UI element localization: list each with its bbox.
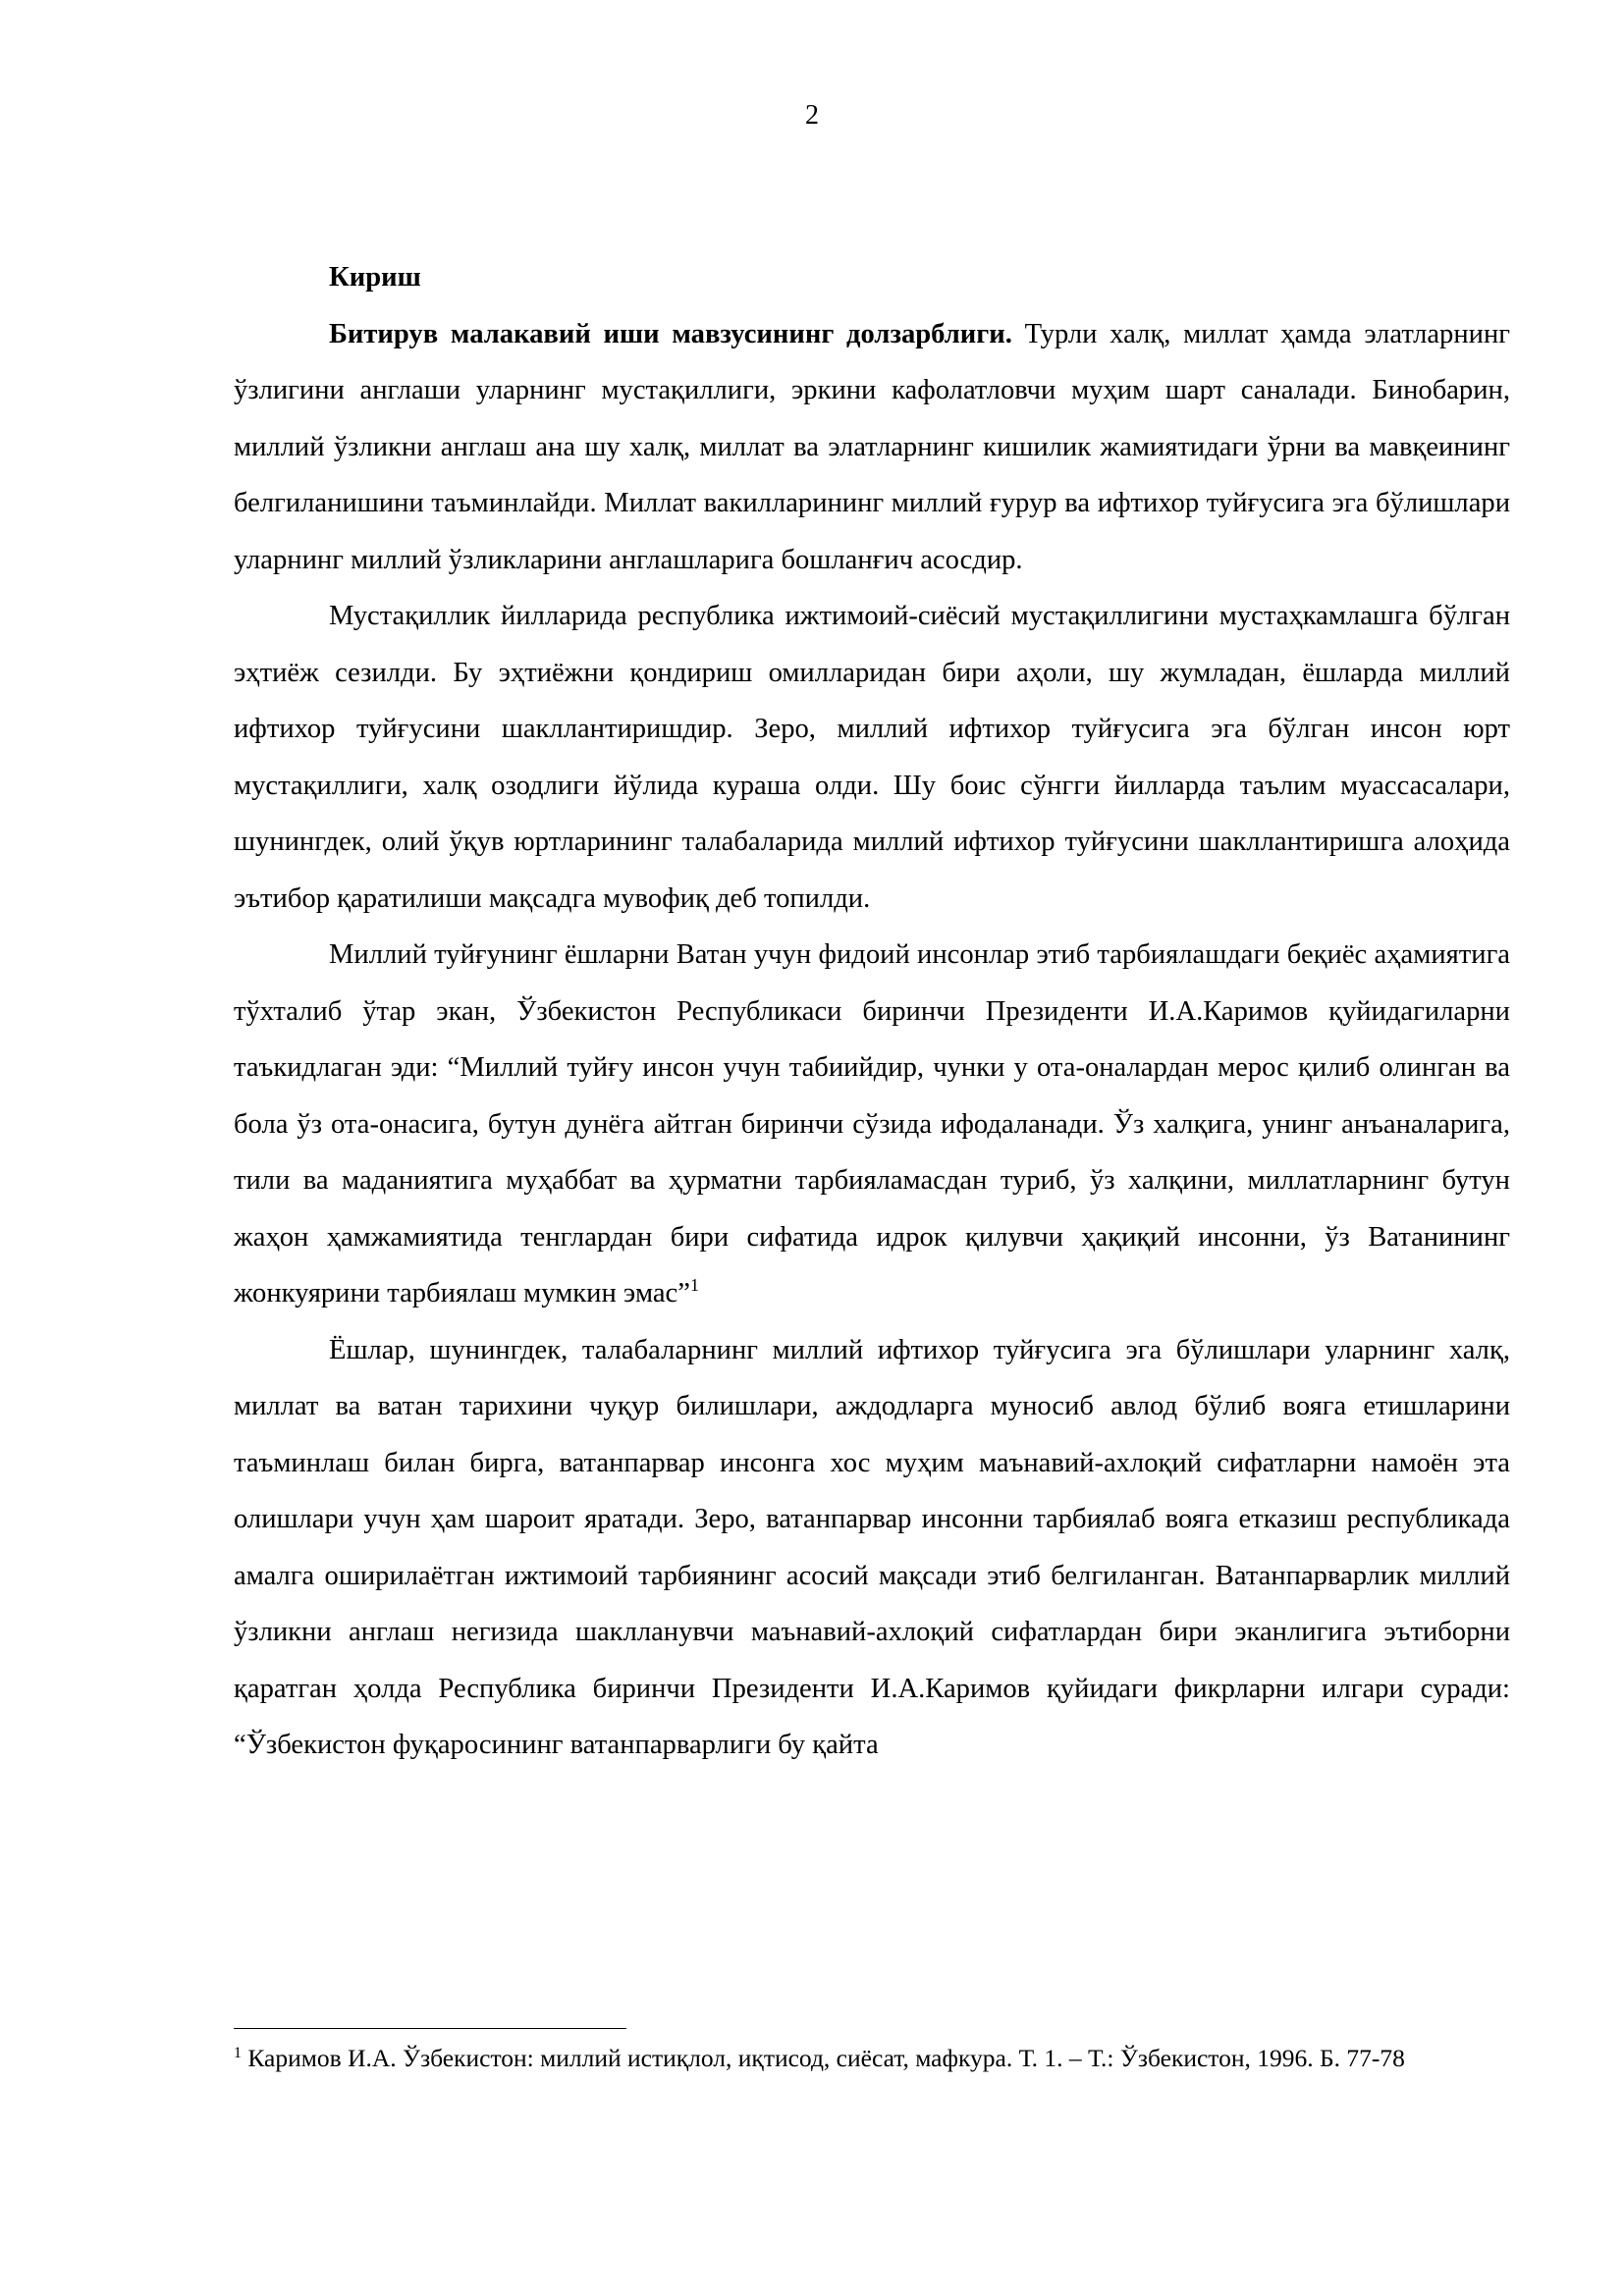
footnote-reference[interactable]: 1 bbox=[689, 1275, 699, 1295]
paragraph-youth: Ёшлар, шунингдек, талабаларнинг миллий ифтихор туйғусига эга бўлишлари уларнинг халқ, миллат ва ватан тарихини чуқур билишлари, аждодларга муносиб авлод бўлиб вояга етишларини таъминлаш билан бирга, ватанпарвар инсонга хос муҳим маънавий-ахлоқий сифатларни намоён эта олишлари учун ҳам шароит яратади. Зеро, ватанпарвар инсонни тарбиялаб вояга етказиш республикада амалга оширилаётган ижтимоий тарбиянинг асосий мақсади этиб белгиланган. Ватанпарварлик миллий ўзликни англаш негизида шаклланувчи маънавий-ахлоқий сифатлардан бири эканлигига эътиборни қаратган ҳолда Республика биринчи Президенти И.А.Каримов қуйидаги фикрларни илгари суради: “Ўзбекистон фуқаросининг ватанпарварлиги бу қайта bbox=[234, 1334, 1510, 1760]
paragraph-lead-title: Битирув малакавий иши мавзусининг долзарблиги. bbox=[329, 318, 1012, 349]
footnote-marker: 1 bbox=[234, 2045, 242, 2061]
page-number: 2 bbox=[805, 100, 819, 131]
paragraph-independence: Мустақиллик йилларида республика ижтимоий-сиёсий мустақиллигини мустаҳкамлашга бўлган эҳтиёж сезилди. Бу эҳтиёжни қондириш омилларидан бири аҳоли, шу жумладан, ёшларда миллий ифтихор туйғусини шакллантиришдир. Зеро, миллий ифтихор туйғусига эга бўлган инсон юрт мустақиллиги, халқ озодлиги йўлида кураша олди. Шу боис сўнгги йилларда таълим муассасалари, шунингдек, олий ўқув юртларининг талабаларида миллий ифтихор туйғусини шакллантиришга алоҳида эътибор қаратилиши мақсадга мувофиқ деб топилди. bbox=[234, 601, 1510, 914]
paragraph-text: Турли халқ, миллат ҳамда элатларнинг ўзлигини англаши уларнинг мустақиллиги, эркини кафолатловчи муҳим шарт саналади. Бинобарин, миллий ўзликни англаш ана шу халқ, миллат ва элатларнинг кишилик жамиятидаги ўрни ва мавқеининг белгиланишини таъминлайди. Миллат вакилларининг миллий ғурур ва ифтихор туйғусига эга бўлишлари уларнинг миллий ўзликларини англашларига бошланғич асосдир. bbox=[234, 318, 1510, 575]
paragraph-text: Миллий туйғунинг ёшларни Ватан учун фидоий инсонлар этиб тарбиялашдаги беқиёс аҳамиятига тўхталиб ўтар экан, Ўзбекистон Республикаси биринчи Президенти И.А.Каримов қуйидагиларни таъкидлаган эди: “Миллий туйғу инсон учун табиийдир, чунки у ота-оналардан мерос қилиб олинган ва бола ўз ота-онасига, бутун дунёга айтган биринчи сўзида ифодаланади. Ўз халқига, унинг анъаналарига, тили ва маданиятига муҳаббат ва ҳурматни тарбияламасдан туриб, ўз халқини, миллатларнинг бутун жаҳон ҳамжамиятида тенглардан бири сифатида идрок қилувчи ҳақиқий инсонни, ўз Ватанининг жонкуярини тарбиялаш мумкин эмас” bbox=[234, 939, 1510, 1308]
footnote-separator bbox=[234, 2028, 626, 2029]
section-heading: Кириш bbox=[329, 262, 421, 293]
paragraph-relevance bbox=[234, 306, 1510, 589]
footnote-text: Каримов И.А. Ўзбекистон: миллий истиқлол, иқтисод, сиёсат, мафкура. Т. 1. – Т.: Ўзбекистон, 1996. Б. 77-78 bbox=[242, 2044, 1405, 2072]
document-body bbox=[234, 249, 1510, 1774]
footnote bbox=[234, 2042, 1510, 2074]
paragraph-karimov-quote bbox=[234, 927, 1510, 1322]
